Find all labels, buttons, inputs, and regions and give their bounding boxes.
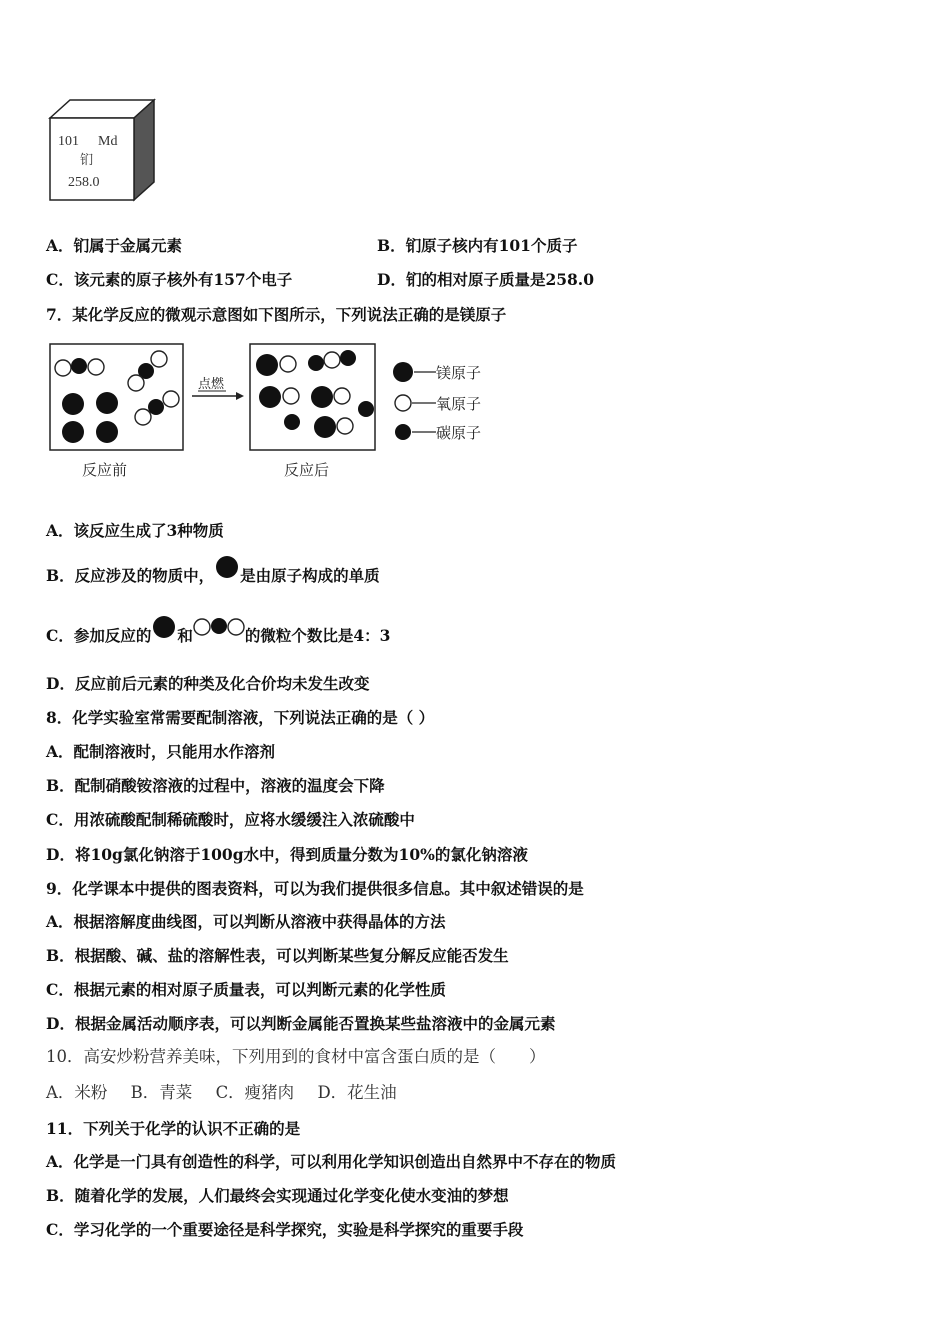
q7-option-b: [46, 558, 380, 594]
legend-c-icon: [395, 424, 411, 440]
q7-option-c-pre: C．参加反应的: [46, 626, 152, 645]
q9-option-b: B．根据酸、碱、盐的溶解性表，可以判断某些复分解反应能否发生: [46, 946, 509, 965]
q8-option-b: B．配制硝酸铵溶液的过程中，溶液的温度会下降: [46, 776, 385, 795]
q8-stem: 8．化学实验室常需要配制溶液，下列说法正确的是（ ）: [46, 708, 435, 727]
legend-mg-icon: [393, 362, 413, 382]
q10-option-d: D．花生油: [317, 1083, 397, 1102]
q11-option-b: B．随着化学的发展，人们最终会实现通过化学变化使水变油的梦想: [46, 1186, 509, 1205]
q10-option-b: B．青菜: [130, 1083, 193, 1102]
legend-o-label: 氧原子: [436, 395, 482, 413]
q7-option-c: [46, 618, 390, 654]
after-label: 反应后: [284, 461, 330, 479]
q8-option-a: A．配制溶液时，只能用水作溶剂: [46, 742, 276, 761]
q8-option-d: D．将10g氯化钠溶于100g水中，得到质量分数为10%的氯化钠溶液: [46, 845, 528, 864]
legend-o-icon: [395, 395, 411, 411]
q7-option-c-post: 的微粒个数比是4：3: [244, 626, 391, 645]
q6-option-d: D．钔的相对原子质量是258.0: [377, 270, 594, 289]
q7-option-a: A．该反应生成了3种物质: [46, 521, 224, 540]
q11-option-c: C．学习化学的一个重要途径是科学探究，实验是科学探究的重要手段: [46, 1220, 524, 1239]
q10-stem: 10．高安炒粉营养美味，下列用到的食材中富含蛋白质的是（ ）: [46, 1047, 546, 1066]
q7-option-c-mid: 和: [177, 626, 193, 645]
mg-atom-icon: [214, 553, 240, 583]
q10-option-a: A．米粉: [46, 1083, 108, 1102]
q9-stem: 9．化学课本中提供的图表资料，可以为我们提供很多信息。其中叙述错误的是: [46, 879, 584, 898]
q7-option-b-post: 是由原子构成的单质: [240, 566, 380, 585]
element-number: 101: [58, 134, 79, 149]
legend-mg-label: 镁原子: [436, 364, 482, 382]
q10-option-c: C．瘦猪肉: [215, 1083, 295, 1102]
arrow-label: 点燃: [198, 377, 225, 392]
q7-stem: 7．某化学反应的微观示意图如下图所示，下列说法正确的是镁原子: [46, 305, 507, 324]
before-label: 反应前: [82, 461, 128, 479]
element-card: [46, 98, 158, 204]
q11-option-a: A．化学是一门具有创造性的科学，可以利用化学知识创造出自然界中不存在的物质: [46, 1152, 617, 1171]
q6-option-a: A．钔属于金属元素: [46, 236, 183, 255]
co2-molecule-icon: [193, 613, 245, 643]
q9-option-c: C．根据元素的相对原子质量表，可以判断元素的化学性质: [46, 980, 446, 999]
q6-option-c: C．该元素的原子核外有157个电子: [46, 270, 293, 289]
element-mass: 258.0: [68, 175, 100, 190]
q7-option-d: D．反应前后元素的种类及化合价均未发生改变: [46, 674, 370, 693]
element-name: 钔: [80, 153, 94, 168]
q6-option-b: B．钔原子核内有101个质子: [377, 236, 578, 255]
reaction-diagram: [46, 340, 496, 485]
element-symbol: Md: [98, 134, 118, 149]
mg-atom-icon: [151, 613, 177, 643]
legend-c-label: 碳原子: [436, 424, 482, 442]
q8-option-c: C．用浓硫酸配制稀硫酸时，应将水缓缓注入浓硫酸中: [46, 810, 415, 829]
q9-option-d: D．根据金属活动顺序表，可以判断金属能否置换某些盐溶液中的金属元素: [46, 1014, 556, 1033]
q7-option-b-pre: B．反应涉及的物质中，: [46, 566, 215, 585]
q9-option-a: A．根据溶解度曲线图，可以判断从溶液中获得晶体的方法: [46, 912, 446, 931]
q10-options: [46, 1083, 397, 1103]
q11-stem: 11．下列关于化学的认识不正确的是: [46, 1119, 301, 1138]
